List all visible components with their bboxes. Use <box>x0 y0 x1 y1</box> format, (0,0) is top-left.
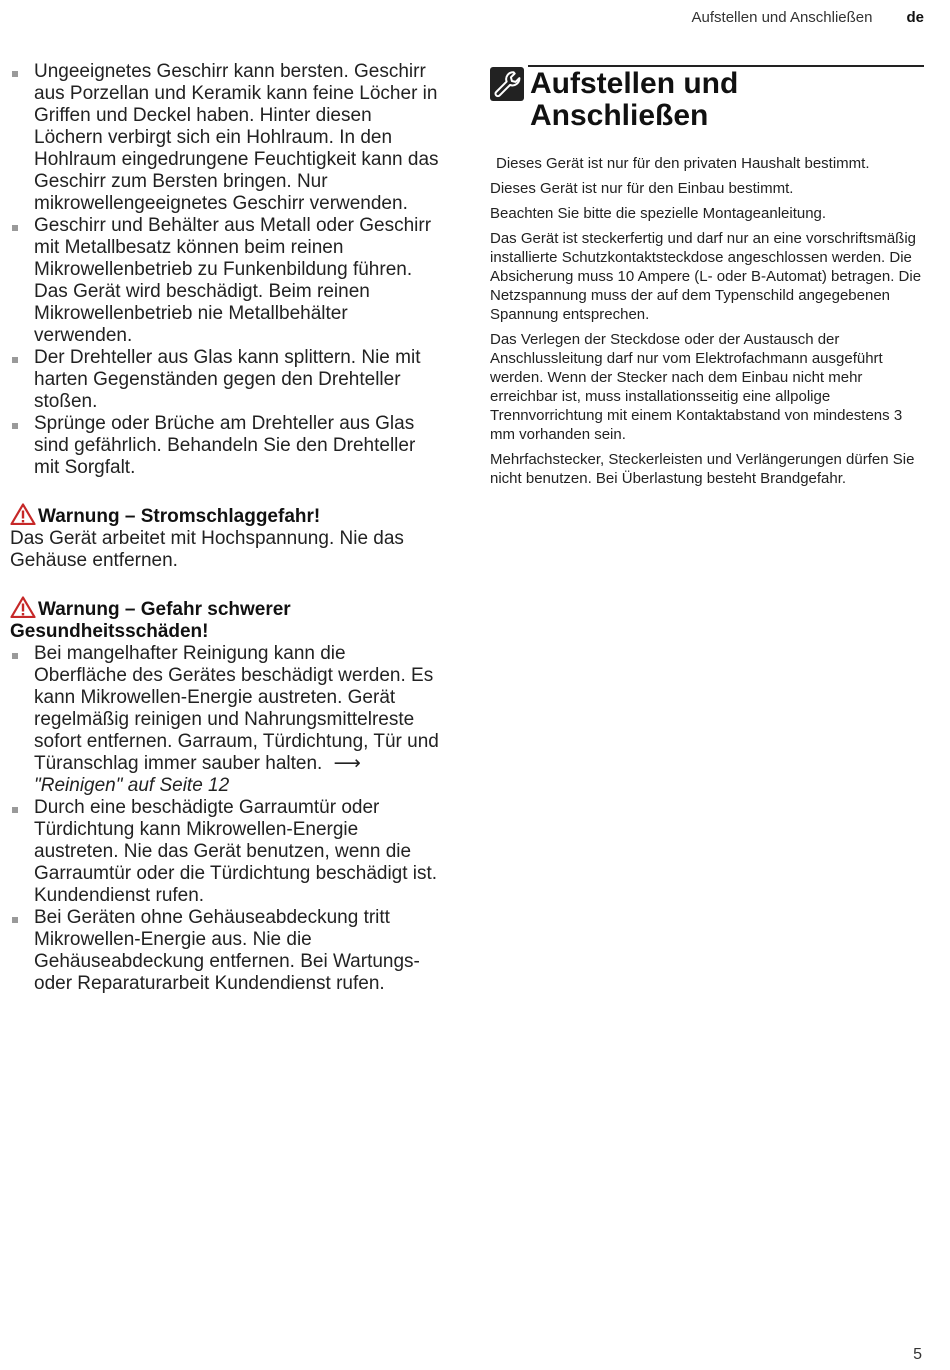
section-title-line: Anschließen <box>530 99 709 132</box>
electric-shock-warning <box>10 503 442 572</box>
health-hazard-warning <box>10 596 442 995</box>
language-code: de <box>906 9 924 26</box>
list-item-text: Bei mangelhafter Reinigung kann die Oberfläche des Gerätes beschädigt werden. Es kann Mikrowellen-Energie austreten. Gerät regelmäßig reinigen und Nahrungsmittelreste sofort entfernen. Garraum, Türdichtung, Tür und Türanschlag immer sauber halten. <box>34 643 439 774</box>
list-item: Geschirr und Behälter aus Metall oder Geschirr mit Metallbesatz können beim reinen Mikrowellenbetrieb zu Funkenbildung führen. Das Gerät wird beschädigt. Beim reinen Mikrowellenbetrieb nie Metallbehälter verwenden. <box>10 215 442 347</box>
header-title: Aufstellen und Anschließen <box>691 9 873 26</box>
section-rule <box>528 65 924 67</box>
list-item <box>10 643 442 797</box>
paragraph: Das Gerät ist steckerfertig und darf nur an eine vorschriftsmäßig installierte Schutzkontaktsteckdose angeschlossen werden. Die Absicherung muss 10 Ampere (L- oder B-Automat) betragen. Die Netzspannung muss der auf dem Typenschild angegebenen Spannung entsprechen. <box>490 230 922 323</box>
section-title <box>530 68 928 132</box>
warning-title <box>10 503 442 528</box>
section-title-line: Aufstellen und <box>530 67 739 100</box>
dishware-warnings-list <box>10 61 442 479</box>
warning-text: Das Gerät arbeitet mit Hochspannung. Nie das Gehäuse entfernen. <box>10 528 404 571</box>
paragraph: Beachten Sie bitte die spezielle Montageanleitung. <box>490 205 827 222</box>
page-header <box>692 9 924 26</box>
health-warnings-list <box>10 643 442 995</box>
warning-title <box>10 596 442 643</box>
list-item: Sprünge oder Brüche am Drehteller aus Glas sind gefährlich. Behandeln Sie den Drehteller mit Sorgfalt. <box>10 413 442 479</box>
wrench-icon <box>490 67 524 101</box>
arrow-right-icon: ⟶ <box>333 753 361 774</box>
warning-title-text: Warnung – Gefahr schwerer Gesundheitsschäden! <box>10 599 291 642</box>
warning-triangle-icon <box>10 596 36 618</box>
list-item: Der Drehteller aus Glas kann splittern. Nie mit harten Gegenständen gegen den Drehteller stoßen. <box>10 347 442 413</box>
paragraph: Das Verlegen der Steckdose oder der Austausch der Anschlussleitung darf nur vom Elektrofachmann ausgeführt werden. Wenn der Stecker nach dem Einbau nicht mehr erreichbar ist, muss installationsseitig eine allpolige Trennvorrichtung mit einem Kontaktabstand von mindestens 3 mm vorhanden sein. <box>490 331 903 443</box>
paragraph: Dieses Gerät ist nur für den privaten Haushalt bestimmt. <box>496 155 870 172</box>
page-reference-link[interactable]: "Reinigen" auf Seite 12 <box>34 775 230 796</box>
warning-triangle-icon <box>10 503 36 525</box>
list-item: Durch eine beschädigte Garraumtür oder Türdichtung kann Mikrowellen-Energie austreten. Nie das Gerät benutzen, wenn die Garraumtür oder die Türdichtung beschädigt ist. Kundendienst rufen. <box>10 797 442 907</box>
list-item: Bei Geräten ohne Gehäuseabdeckung tritt Mikrowellen-Energie aus. Nie die Gehäuseabdeckung entfernen. Bei Wartungs- oder Reparaturarbeit Kundendienst rufen. <box>10 907 442 995</box>
list-item: Ungeeignetes Geschirr kann bersten. Geschirr aus Porzellan und Keramik kann feine Löcher in Griffen und Deckel haben. Hinter diesen Löchern verbirgt sich ein Hohlraum. In den Hohlraum eingedrungene Feuchtigkeit kann das Geschirr zum Bersten bringen. Nur mikrowellengeeignetes Geschirr verwenden. <box>10 61 442 215</box>
warning-title-text: Warnung – Stromschlaggefahr! <box>38 506 321 527</box>
paragraph: Dieses Gerät ist nur für den Einbau bestimmt. <box>490 180 794 197</box>
page-number: 5 <box>913 1346 922 1363</box>
paragraph: Mehrfachstecker, Steckerleisten und Verlängerungen dürfen Sie nicht benutzen. Bei Überlastung besteht Brandgefahr. <box>490 451 915 487</box>
left-column <box>10 61 442 995</box>
right-column <box>490 64 928 494</box>
